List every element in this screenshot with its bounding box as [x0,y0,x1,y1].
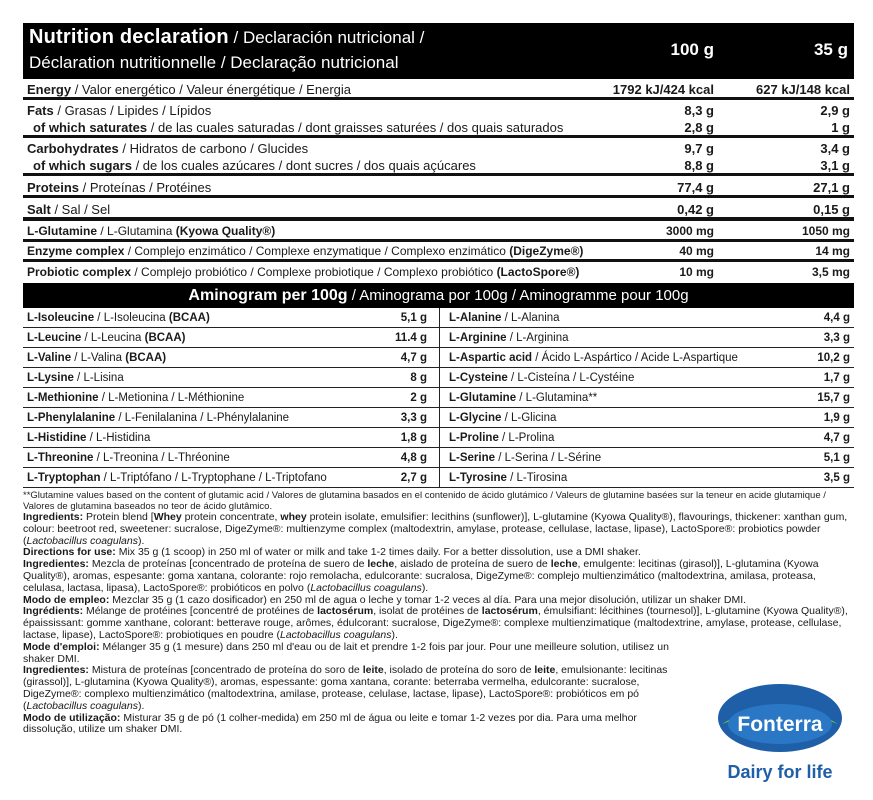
amino-row [23,388,854,408]
amino-name-left: L-Valine / L-Valina (BCAA) [27,352,167,364]
carbohydrates-row: Carbohydrates / Hidratos de carbono / Glucides 9,7 g 3,4 g of which sugars / de los cuales azúcares / dont sucres / dos quais açúcares 8,8 g 3,1 g [23,138,854,176]
amino-name-left: L-Lysine / L-Lisina [27,372,124,384]
amino-value-left: 4,7 g [400,352,427,364]
amino-name-left: L-Phenylalanine / L-Fenilalanina / L-Phénylalanine [27,412,290,424]
column-divider [439,348,440,367]
ingredients-en: Ingredients: Protein blend [Whey protein concentrate, whey protein isolate, emulsifier: lecithins (sunflower)], L-glutamine (Kyowa Quality®), flavourings, thickener: xanthan gum, colour: beetroot red, sweetener: sucralose, DigeZyme®: multienzyme complex (maltodextrin, amylase, protease, cellulase, lactase, lipase), LactoSpore®: probiotics powder (Lactobacillus coagulans). [23,511,848,547]
column-divider [439,428,440,447]
column-divider [439,468,440,487]
column-divider [439,308,440,327]
amino-row [23,448,854,468]
amino-name-right: L-Glutamine / L-Glutamina** [449,392,598,404]
amino-name-left: L-Tryptophan / L-Triptófano / L-Tryptophane / L-Triptofano [27,472,327,484]
probiotic-row: Probiotic complex / Complejo probiótico / Complexe probiotique / Complexo probiótico (LactoSpore®) 10 mg 3,5 mg [27,265,850,279]
column-divider [439,408,440,427]
aminogram-header: Aminogram per 100g / Aminograma por 100g / Aminogramme pour 100g [23,283,854,308]
directions-en: Directions for use: Mix 35 g (1 scoop) in 250 ml of water or milk and take 1-2 times daily. For a better dissolution, use a DMI shaker. [23,546,641,559]
logo-brand-text: Fonterra [737,713,823,736]
header-col-35g: 35 g [813,40,848,59]
amino-value-left: 2,7 g [400,472,427,484]
header-title-line2: Déclaration nutritionnelle / Declaração nutricional [29,53,399,72]
ingredients-pt: Ingredientes: Mistura de proteínas [concentrado de proteína do soro de leite, isolado de proteína do soro de leite, emulsionante: lecitinas (girassol)], L-glutamina (Kyowa Quality®), aromas, espessante: goma xantana, corante: beterraba vermelha, edulcorante: sucralose, DigeZyme®: complexo multienzimático (maltodextrina, amilase, protease, celulase, lactase, lipase), LactoSpore®: probióticos em pó (Lactobacillus coagulans). [23,664,668,712]
glutamine-footnote: **Glutamine values based on the content of glutamic acid / Valores de glutamina basados en el contenido de ácido glutámico / Valeurs de glutamine basées sur la teneur en acide glutamique / Valores de glutamina baseados no teor de ácido glutâmico. [23,490,826,512]
amino-name-left: L-Leucine / L-Leucina (BCAA) [27,332,186,344]
amino-row [23,408,854,428]
amino-value-right: 4,7 g [823,432,850,444]
column-divider [439,388,440,407]
enzyme-row: Enzyme complex / Complejo enzimático / Complexe enzymatique / Complexo enzimático (DigeZyme®) 40 mg 14 mg [23,242,854,262]
fats-row: Fats / Grasas / Lipides / Lípidos 8,3 g 2,9 g of which saturates / de las cuales saturadas / dont graisses saturées / dos quais saturados 2,8 g 1 g [23,100,854,138]
column-divider [439,448,440,467]
directions-es: Modo de empleo: Mezclar 35 g (1 cazo dosificador) en 250 ml de agua o leche y tomar 1-2 veces al día. Para una mejor disolución, utilizar un shaker DMI. [23,593,747,606]
amino-value-right: 1,7 g [823,372,850,384]
salt-row: Salt / Sal / Sel 0,42 g 0,15 g [23,198,854,221]
directions-fr: Mode d'emploi: Mélanger 35 g (1 mesure) dans 250 ml d'eau ou de lait et prendre 1-2 fois par jour. Pour une meilleure solution, utilisez un shaker DMI. [23,640,669,665]
amino-name-left: L-Histidine / L-Histidina [27,432,151,444]
amino-name-right: L-Alanine / L-Alanina [449,312,560,324]
amino-name-right: L-Serine / L-Serina / L-Sérine [449,452,602,464]
amino-value-right: 5,1 g [823,452,850,464]
directions-pt: Modo de utilização: Misturar 35 g de pó (1 colher-medida) em 250 ml de água ou leite e tomar 1-2 vezes por dia. Para uma melhor dissolução, utilize um shaker DMI. [23,711,637,736]
amino-value-right: 15,7 g [817,392,850,404]
amino-value-left: 3,3 g [400,412,427,424]
amino-value-right: 4,4 g [823,312,850,324]
amino-value-right: 10,2 g [817,352,850,364]
amino-name-right: L-Cysteine / L-Cisteína / L-Cystéine [449,372,635,384]
nutrition-label [23,23,854,736]
amino-value-right: 1,9 g [823,412,850,424]
ingredients-fr: Ingrédients: Mélange de protéines [concentré de protéines de lactosérum, isolat de protéines de lactosérum, émulsifiant: lécithines (tournesol)], L-glutamine (Kyowa Quality®), épaississant: gomme xanthane, colorant: betterave rouge, arômes, édulcorant: sucralose, DigeZyme®: complexe multienzimatique (maltodextrine, amylase, protease, cellulase, lactase, lipase), LactoSpore®: probiotiques en poudre (Lactobacillus coagulans). [23,605,848,641]
fonterra-logo-mark [700,680,860,790]
aminogram-table [23,308,854,488]
amino-name-right: L-Glycine / L-Glicina [449,412,557,424]
glutamine-row: L-Glutamine / L-Glutamina (Kyowa Quality®) 3000 mg 1050 mg [23,221,854,242]
fonterra-logo [700,680,860,790]
amino-row [23,328,854,348]
amino-value-left: 4,8 g [400,452,427,464]
amino-name-right: L-Proline / L-Prolina [449,432,555,444]
amino-row [23,468,854,488]
amino-name-left: L-Methionine / L-Metionina / L-Méthionine [27,392,245,404]
column-divider [439,328,440,347]
amino-value-left: 1,8 g [400,432,427,444]
amino-value-left: 5,1 g [400,312,427,324]
amino-value-left: 2 g [410,392,427,404]
amino-row [23,308,854,328]
amino-value-right: 3,5 g [823,472,850,484]
amino-value-left: 11.4 g [395,332,427,344]
amino-name-left: L-Isoleucine / L-Isoleucina (BCAA) [27,312,210,324]
amino-row [23,428,854,448]
logo-tagline: Dairy for life [727,762,833,782]
amino-name-right: L-Tyrosine / L-Tirosina [449,472,568,484]
header-title: Nutrition declaration / Declaración nutricional / [29,26,425,48]
amino-row [23,348,854,368]
amino-value-left: 8 g [410,372,427,384]
amino-value-right: 3,3 g [823,332,850,344]
proteins-row: Proteins / Proteínas / Protéines 77,4 g 27,1 g [23,176,854,198]
amino-name-right: L-Aspartic acid / Ácido L-Aspártico / Acide L-Aspartique [449,352,738,364]
energy-row: Energy / Valor energético / Valeur énergétique / Energia 1792 kJ/424 kcal 627 kJ/148 kcal [23,79,854,100]
column-divider [439,368,440,387]
nutrition-header [23,23,854,79]
ingredients-es: Ingredientes: Mezcla de proteínas [concentrado de proteína de suero de leche, aislado de proteína de suero de leche, emulgente: lecitinas (girasol)], L-glutamina (Kyowa Quality®), aromas, espesante: goma xantana, colorante: rojo remolacha, edulcorante: sucralosa, DigeZyme®: complejo multienzimático (maltodextrina, amilasa, proteasa, celulasa, lactasa, lipasa), LactoSpore®: probióticos en polvo (Lactobacillus coagulans). [23,558,819,594]
header-col-100g: 100 g [670,40,714,59]
amino-row [23,368,854,388]
amino-name-left: L-Threonine / L-Treonina / L-Thréonine [27,452,230,464]
amino-name-right: L-Arginine / L-Arginina [449,332,569,344]
